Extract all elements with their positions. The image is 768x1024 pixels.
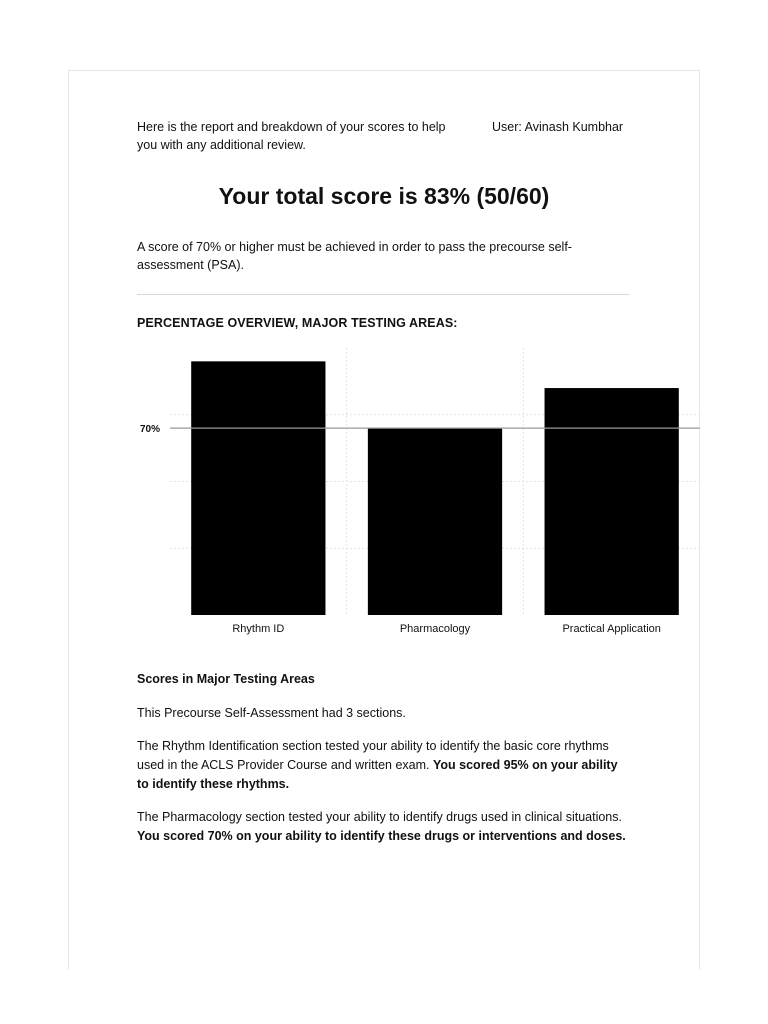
bar-pharmacology bbox=[368, 428, 502, 615]
score-bar-chart bbox=[130, 340, 700, 650]
category-label: Rhythm ID bbox=[232, 623, 285, 635]
rhythm-score-statement: You scored 95% on your ability to identify these rhythms. bbox=[137, 758, 618, 791]
total-score: Your total score is 83% (50/60) bbox=[218, 183, 550, 209]
rhythm-description: The Rhythm Identification section tested your ability to identify the basic core rhythms used in the ACLS Provider Course and written exam. bbox=[137, 739, 609, 772]
category-label: Practical Application bbox=[562, 623, 661, 635]
chart-heading: PERCENTAGE OVERVIEW, MAJOR TESTING AREAS: bbox=[137, 316, 458, 330]
bar-practical-application bbox=[545, 388, 679, 615]
sections-count-text: This Precourse Self-Assessment had 3 sections. bbox=[137, 706, 406, 720]
pharmacology-score-statement: You scored 70% on your ability to identify these drugs or interventions and doses. bbox=[137, 829, 626, 843]
category-label: Pharmacology bbox=[399, 623, 471, 635]
bar-rhythm-id bbox=[191, 361, 325, 615]
pass-requirement-note: A score of 70% or higher must be achieved in order to pass the precourse self-assessment (PSA). bbox=[137, 240, 572, 272]
scores-section-heading: Scores in Major Testing Areas bbox=[137, 672, 315, 686]
pharmacology-section-text bbox=[137, 808, 627, 846]
reference-line-label: 70% bbox=[140, 424, 161, 436]
user-name: User: Avinash Kumbhar bbox=[492, 120, 624, 134]
divider bbox=[137, 294, 630, 295]
pharmacology-description: The Pharmacology section tested your ability to identify drugs used in clinical situations. bbox=[137, 810, 622, 824]
intro-text: Here is the report and breakdown of your scores to help you with any additional review. bbox=[137, 120, 446, 152]
rhythm-section-text bbox=[137, 737, 627, 794]
